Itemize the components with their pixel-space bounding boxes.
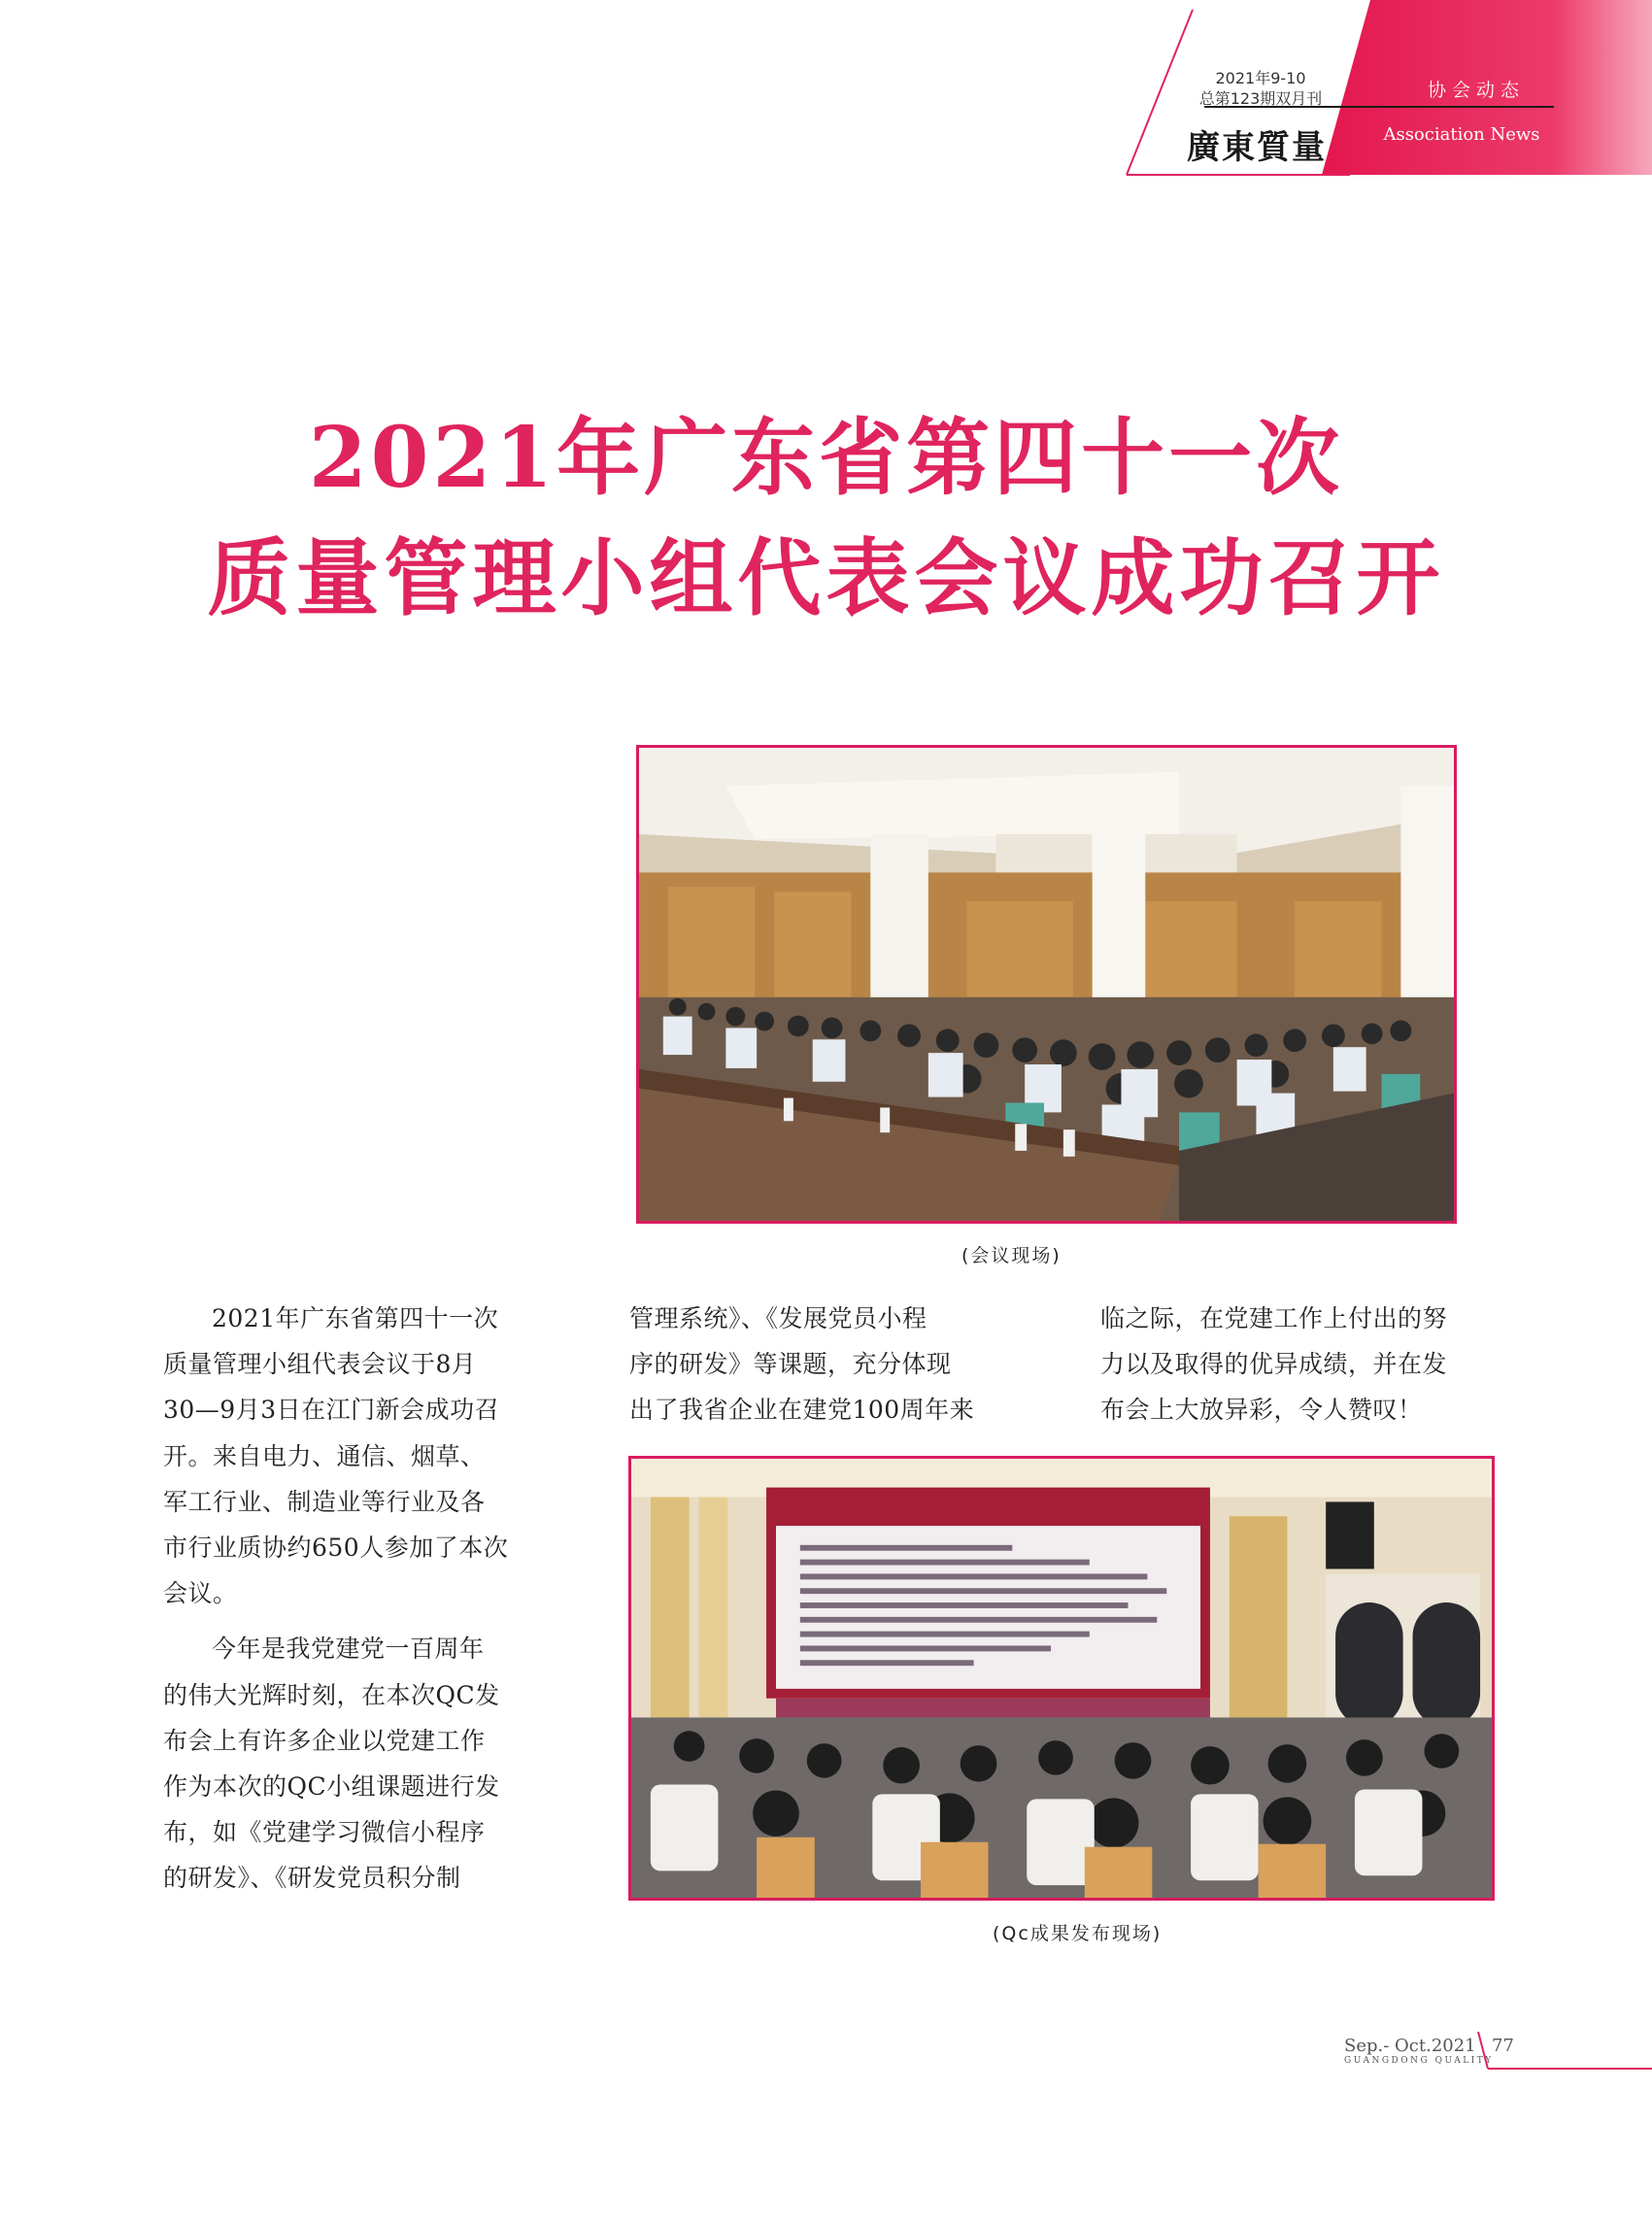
- text-line: 管理系统》、《发展党员小程: [629, 1304, 927, 1332]
- article-column-3: [1100, 1296, 1508, 1433]
- text-line: 布，如《党建学习微信小程序: [163, 1818, 486, 1847]
- text-line: 开。来自电力、通信、烟草、: [163, 1441, 486, 1470]
- meeting-photo-caption: (会议现场): [961, 1245, 1062, 1266]
- article-title-line2: 质量管理小组代表会议成功召开: [207, 529, 1445, 627]
- qc-photo-caption: (Qc成果发布现场): [993, 1923, 1163, 1944]
- text-line: 2021年广东省第四十一次: [212, 1304, 499, 1332]
- text-line: 力以及取得的优异成绩，并在发: [1100, 1350, 1448, 1379]
- issue-date: 2021年9-10: [1215, 69, 1306, 87]
- section-title-cn: 协会动态: [1427, 80, 1525, 101]
- text-line: 今年是我党建党一百周年: [212, 1635, 485, 1664]
- page-number: 77: [1492, 2036, 1514, 2056]
- article-paragraph-2: [163, 1626, 569, 1901]
- qc-presentation-photo: [628, 1456, 1495, 1901]
- article-column-1: [163, 1296, 569, 1902]
- text-line: 军工行业、制造业等行业及各: [163, 1487, 486, 1516]
- text-line: 出了我省企业在建党100周年来: [629, 1396, 975, 1425]
- text-line: 临之际，在党建工作上付出的努: [1100, 1304, 1448, 1332]
- text-line: 的伟大光辉时刻，在本次QC发: [163, 1680, 500, 1709]
- text-line: 市行业质协约650人参加了本次: [163, 1534, 509, 1563]
- issue-info: [1193, 68, 1329, 109]
- section-title-en: Association News: [1383, 124, 1540, 145]
- text-line: 质量管理小组代表会议于8月: [163, 1350, 477, 1379]
- footer-date: Sep.- Oct.2021: [1344, 2036, 1476, 2056]
- text-line: 会议。: [163, 1579, 238, 1608]
- issue-number: 总第123期双月刊: [1198, 89, 1323, 108]
- footer-brand: GUANGDONG QUALITY: [1344, 2056, 1494, 2066]
- text-line: 序的研发》等课题，充分体现: [629, 1350, 952, 1379]
- text-line: 的研发》、《研发党员积分制: [163, 1864, 461, 1893]
- text-line: 作为本次的QC小组课题进行发: [163, 1772, 500, 1802]
- magazine-logo: 廣東質量: [1187, 128, 1327, 167]
- text-line: 布会上有许多企业以党建工作: [163, 1726, 486, 1755]
- article-column-2: [629, 1296, 1037, 1433]
- article-paragraph-1: [163, 1296, 569, 1616]
- text-line: 30—9月3日在江门新会成功召: [163, 1396, 500, 1425]
- article-title-line1: 2021年广东省第四十一次: [308, 409, 1344, 507]
- text-line: 布会上大放异彩，令人赞叹！: [1100, 1396, 1423, 1425]
- meeting-photo: [636, 745, 1457, 1224]
